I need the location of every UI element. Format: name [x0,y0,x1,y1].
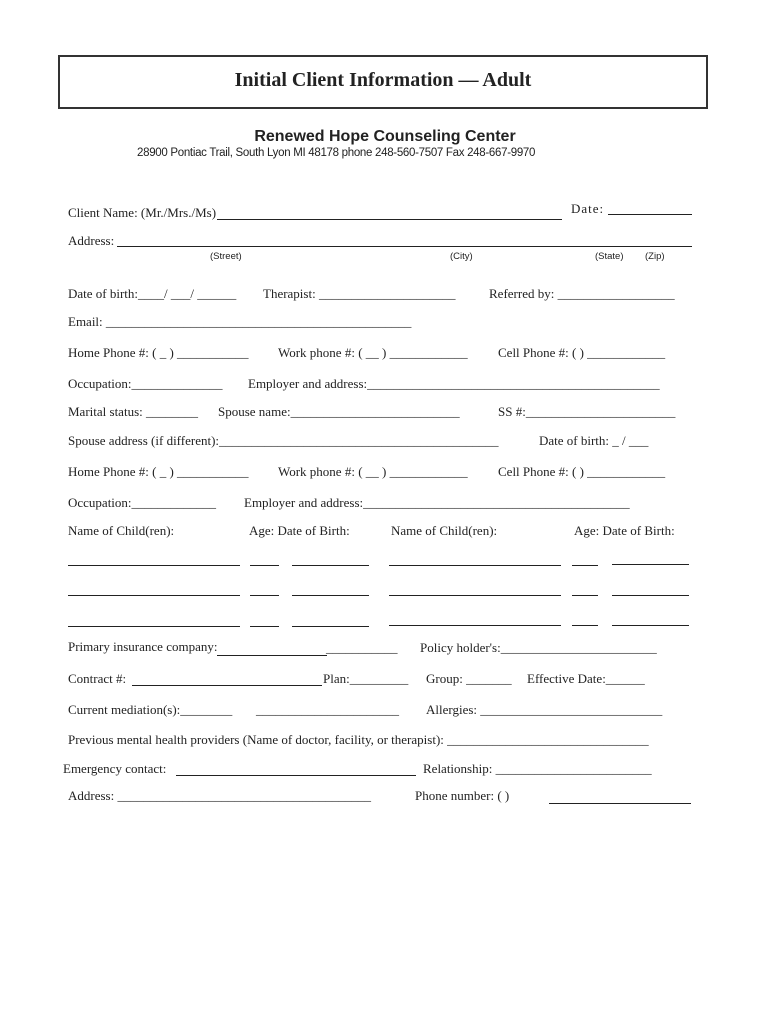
client-name-label: Client Name: (Mr./Mrs./Ms) [68,205,217,220]
spouse-address-field[interactable]: Spouse address (if different):___________________________________________ [68,433,499,448]
zip-hint: (Zip) [645,251,665,262]
plan-field[interactable]: Plan:_________ [323,671,409,686]
child-age-field[interactable] [572,565,598,566]
child-dob-field[interactable] [612,595,689,596]
contract-field[interactable] [132,685,322,686]
street-hint: (Street) [210,251,242,262]
child-name-field[interactable] [389,595,561,596]
phone-number-field[interactable] [549,803,691,804]
children-right-header: Name of Child(ren): [391,523,498,538]
age-dob-left-header: Age: Date of Birth: [249,523,350,538]
home-phone-field-2[interactable]: Home Phone #: ( _ ) ___________ [68,464,249,479]
page-title: Initial Client Information — Adult [234,69,532,91]
effective-date-field[interactable]: Effective Date:______ [527,671,645,686]
child-age-field[interactable] [250,595,279,596]
date-label: Date: [571,201,605,216]
spouse-dob-field[interactable]: Date of birth: _ / ___ [539,433,649,448]
employer-field[interactable]: Employer and address:_____________________________________________ [248,376,660,391]
child-dob-field[interactable] [292,626,369,627]
work-phone-field-2[interactable]: Work phone #: ( __ ) ____________ [278,464,468,479]
title-box [58,55,708,109]
ssn-field[interactable]: SS #:_______________________ [498,404,676,419]
relationship-field[interactable]: Relationship: ________________________ [423,761,652,776]
child-name-field[interactable] [389,625,561,626]
age-dob-right-header: Age: Date of Birth: [574,523,675,538]
city-hint: (City) [450,251,473,262]
medication-field[interactable]: Current mediation(s):________ [68,702,233,717]
org-address: 28900 Pontiac Trail, South Lyon MI 48178 phone 248-560-7507 Fax 248-667-9970 [137,147,536,159]
state-hint: (State) [595,251,624,262]
primary-insurance-field[interactable] [217,655,327,656]
child-dob-field[interactable] [612,564,689,565]
cell-phone-field[interactable]: Cell Phone #: ( ) ____________ [498,345,666,360]
occupation-field-2[interactable]: Occupation:_____________ [68,495,217,510]
home-phone-field[interactable]: Home Phone #: ( _ ) ___________ [68,345,249,360]
child-name-field[interactable] [68,565,240,566]
child-dob-field[interactable] [292,565,369,566]
child-name-field[interactable] [68,595,240,596]
medication-blank[interactable]: ______________________ [256,702,399,717]
date-field[interactable] [608,214,692,215]
child-name-field[interactable] [389,565,561,566]
child-dob-field[interactable] [612,625,689,626]
child-age-field[interactable] [572,595,598,596]
work-phone-field[interactable]: Work phone #: ( __ ) ____________ [278,345,468,360]
occupation-field[interactable]: Occupation:______________ [68,376,223,391]
address-label: Address: [68,233,115,248]
emergency-contact-label: Emergency contact: [63,761,167,776]
therapist-field[interactable]: Therapist: _____________________ [263,286,456,301]
policy-holder-field[interactable]: Policy holder's:________________________ [420,640,657,655]
child-age-field[interactable] [250,565,279,566]
child-name-field[interactable] [68,626,240,627]
previous-providers-field[interactable]: Previous mental health providers (Name of doctor, facility, or therapist): _______________________________ [68,732,649,747]
child-dob-field[interactable] [292,595,369,596]
phone-number-label: Phone number: ( ) [415,788,510,803]
marital-status-field[interactable]: Marital status: ________ [68,404,198,419]
policy-blank[interactable]: ___________ [326,640,398,655]
child-age-field[interactable] [250,626,279,627]
cell-phone-field-2[interactable]: Cell Phone #: ( ) ____________ [498,464,666,479]
child-age-field[interactable] [572,625,598,626]
allergies-field[interactable]: Allergies: ____________________________ [426,702,663,717]
org-name: Renewed Hope Counseling Center [254,128,516,145]
group-field[interactable]: Group: _______ [426,671,512,686]
emergency-address-field[interactable]: Address: _______________________________________ [68,788,371,803]
email-field[interactable]: Email: _______________________________________________ [68,314,412,329]
referred-by-field[interactable]: Referred by: __________________ [489,286,675,301]
children-left-header: Name of Child(ren): [68,523,175,538]
employer-field-2[interactable]: Employer and address:_________________________________________ [244,495,630,510]
contract-label: Contract #: [68,671,127,686]
spouse-name-field[interactable]: Spouse name:__________________________ [218,404,460,419]
dob-field[interactable]: Date of birth:____/ ___/ ______ [68,286,237,301]
emergency-contact-field[interactable] [176,775,416,776]
address-field[interactable] [117,246,692,247]
client-name-field[interactable] [217,219,562,220]
primary-insurance-label: Primary insurance company: [68,639,218,654]
